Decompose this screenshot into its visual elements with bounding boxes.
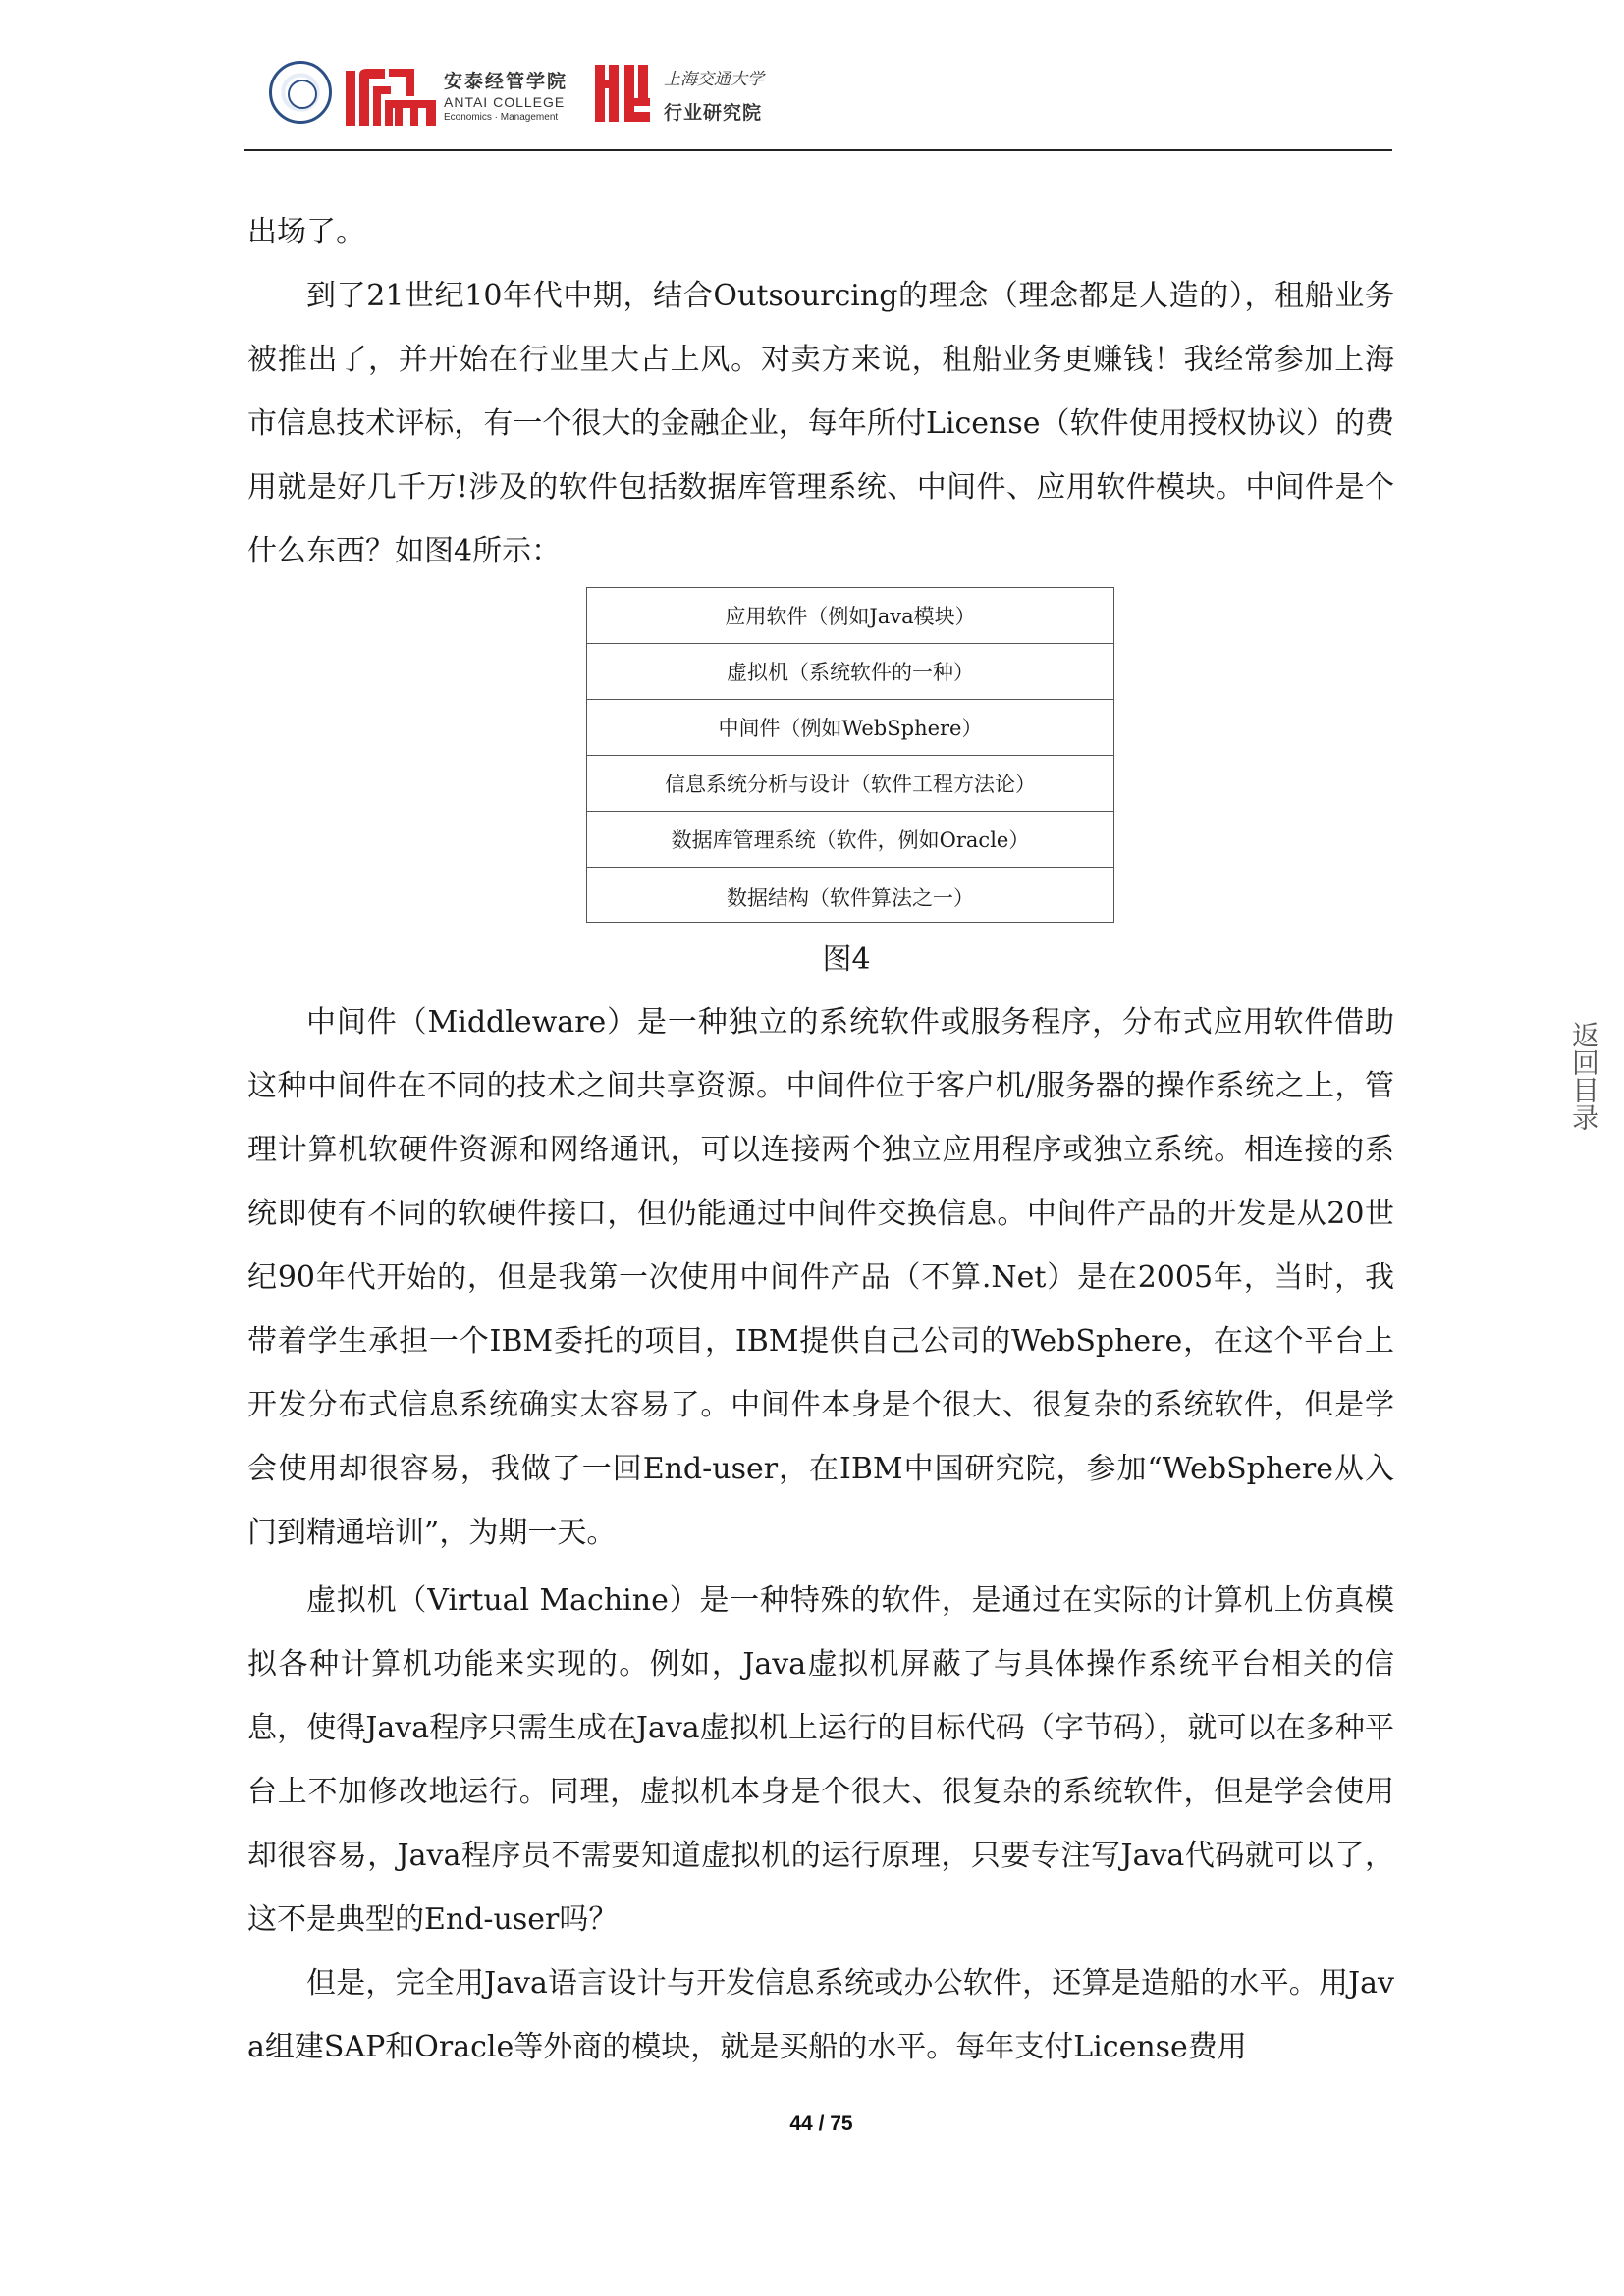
stack-layer-dbms: 数据库管理系统（软件，例如Oracle） [587, 812, 1113, 868]
header-divider [244, 149, 1392, 151]
page-header [244, 51, 1392, 149]
paragraph-java: 但是，完全用Java语言设计与开发信息系统或办公软件，还算是造船的水平。用Java组建SAP和Oracle等外商的模块，就是买船的水平。每年支付License费用 [247, 1966, 1394, 2064]
college-name-cn: 安泰经管学院 [444, 71, 568, 92]
page-number: 44 / 75 [789, 2112, 853, 2135]
stack-layer-system-analysis: 信息系统分析与设计（软件工程方法论） [587, 756, 1113, 812]
software-stack-figure [586, 587, 1114, 923]
sjtu-name-cn: 上海交通大学 [664, 70, 764, 89]
back-to-contents-link[interactable]: 返回目录 [1568, 1021, 1600, 1131]
college-name-en: ANTAI COLLEGE [444, 94, 566, 110]
paragraph-continuation: 出场了。 [247, 215, 365, 249]
stack-layer-data-structure: 数据结构（软件算法之一） [727, 885, 974, 910]
stack-layer-virtual-machine: 虚拟机（系统软件的一种） [587, 644, 1113, 700]
paragraph-outsourcing: 到了21世纪10年代中期，结合Outsourcing的理念（理念都是人造的），租船业务被推出了，并开始在行业里大占上风。对卖方来说，租船业务更赚钱！我经常参加上海市信息技术评标，有一个很大的金融企业，每年所付License（软件使用授权协议）的费用就是好几千万!涉及的软件包括数据库管理系统、中间件、应用软件模块。中间件是个什么东西？如图4所示： [247, 279, 1394, 568]
stack-layer-application: 应用软件（例如Java模块） [587, 588, 1113, 644]
stack-layer-middleware: 中间件（例如WebSphere） [587, 700, 1113, 756]
sjtu-seal-logo [269, 61, 332, 124]
college-subtitle-en: Economics · Management [444, 112, 559, 123]
institute-name-cn: 行业研究院 [664, 102, 763, 124]
paragraph-middleware: 中间件（Middleware）是一种独立的系统软件或服务程序，分布式应用软件借助这种中间件在不同的技术之间共享资源。中间件位于客户机/服务器的操作系统之上，管理计算机软硬件资源和网络通讯，可以连接两个独立应用程序或独立系统。相连接的系统即使有不同的软硬件接口，但仍能通过中间件交换信息。中间件产品的开发是从20世纪90年代开始的，但是我第一次使用中间件产品（不算.Net）是在2005年，当时，我带着学生承担一个IBM委托的项目，IBM提供自己公司的WebSphere，在这个平台上开发分布式信息系统确实太容易了。中间件本身是个很大、很复杂的系统软件，但是学会使用却很容易，我做了一回End-user，在IBM中国研究院，参加“WebSphere从入门到精通培训”，为期一天。 [247, 1005, 1394, 1550]
paragraph-virtual-machine: 虚拟机（Virtual Machine）是一种特殊的软件，是通过在实际的计算机上仿真模拟各种计算机功能来实现的。例如，Java虚拟机屏蔽了与具体操作系统平台相关的信息，使得Java程序只需生成在Java虚拟机上运行的目标代码（字节码），就可以在多种平台上不加修改地运行。同理，虚拟机本身是个很大、很复杂的系统软件，但是学会使用却很容易，Java程序员不需要知道虚拟机的运行原理，只要专注写Java代码就可以了，这不是典型的End-user吗？ [247, 1583, 1394, 1937]
institute-logo-mark [595, 63, 650, 124]
figure-caption: 图4 [822, 942, 871, 977]
acem-logo [346, 65, 436, 126]
